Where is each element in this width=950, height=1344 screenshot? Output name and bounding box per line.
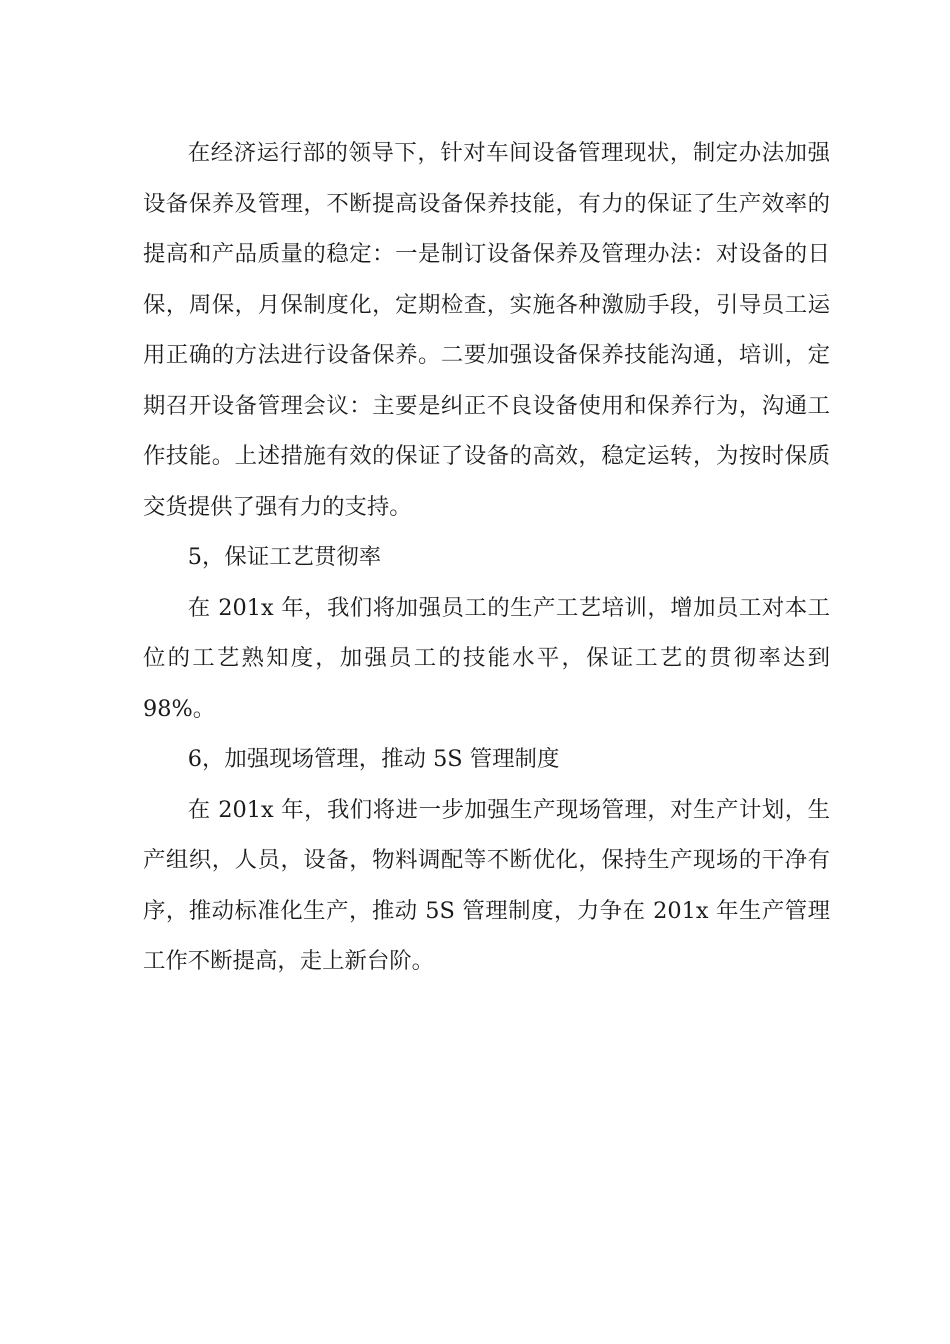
document-body	[143, 128, 830, 987]
paragraph-equipment-maintenance: 在经济运行部的领导下，针对车间设备管理现状，制定办法加强设备保养及管理，不断提高设备保养技能，有力的保证了生产效率的提高和产品质量的稳定：一是制订设备保养及管理办法：对设备的日保，周保，月保制度化，定期检查，实施各种激励手段，引导员工运用正确的方法进行设备保养。二要加强设备保养技能沟通，培训，定期召开设备管理会议：主要是纠正不良设备使用和保养行为，沟通工作技能。上述措施有效的保证了设备的高效，稳定运转，为按时保质交货提供了强有力的支持。	[143, 140, 830, 520]
paragraph-process-compliance: 在 201x 年，我们将加强员工的生产工艺培训，增加员工对本工位的工艺熟知度，加强员工的技能水平，保证工艺的贯彻率达到 98%。	[143, 594, 830, 722]
paragraph-site-management: 在 201x 年，我们将进一步加强生产现场管理，对生产计划，生产组织，人员，设备，物料调配等不断优化，保持生产现场的干净有序，推动标准化生产，推动 5S 管理制度，力争在 201x 年生产管理工作不断提高，走上新台阶。	[143, 796, 830, 974]
section-heading-5: 5，保证工艺贯彻率	[187, 544, 382, 570]
section-heading-6: 6，加强现场管理，推动 5S 管理制度	[187, 746, 560, 772]
